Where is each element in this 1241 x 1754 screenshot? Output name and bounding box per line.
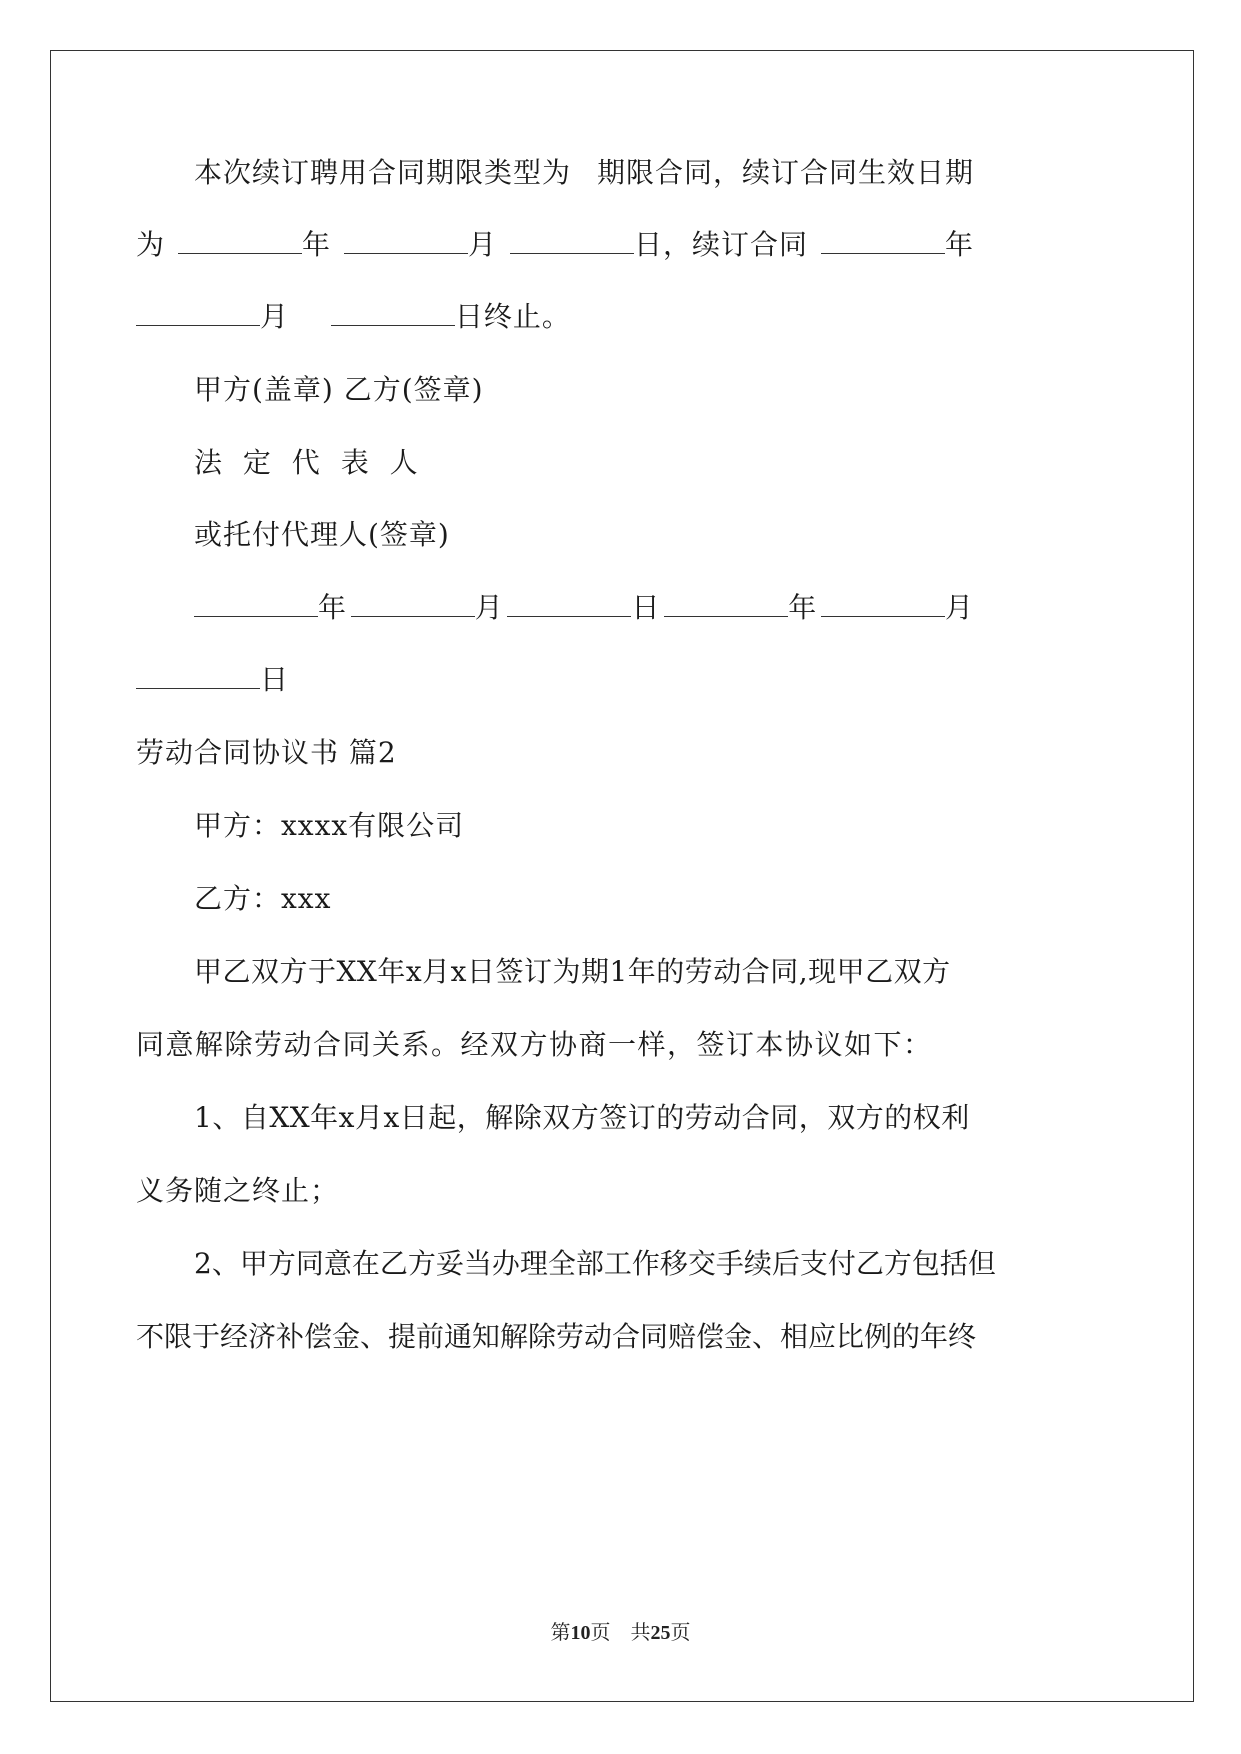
sign-month-blank-a bbox=[351, 594, 475, 617]
page-counter bbox=[0, 1620, 1241, 1645]
sign-month-label-b: 月 bbox=[944, 591, 974, 624]
day-blank bbox=[510, 231, 634, 254]
renewal-term-text-b: 期限合同，续订合同生效日期 bbox=[596, 156, 974, 189]
sign-year-label-b: 年 bbox=[788, 591, 818, 624]
agent-signature-line: 或托付代理人(签章) bbox=[194, 518, 450, 551]
paragraph-2-line-2: 义务随之终止； bbox=[136, 1174, 340, 1207]
sign-month-label-a: 月 bbox=[474, 591, 504, 624]
end-day-blank bbox=[331, 303, 455, 326]
paragraph-1-line-2: 同意解除劳动合同关系。经双方协商一样，签订本协议如下： bbox=[136, 1028, 933, 1061]
day-renew-label: 日，续订合同 bbox=[633, 228, 808, 261]
total-page-number: 25 bbox=[650, 1622, 671, 1644]
sign-year-label-a: 年 bbox=[318, 591, 348, 624]
end-month-blank bbox=[136, 303, 260, 326]
sign-day-label-a: 日 bbox=[631, 591, 661, 624]
end-year-label: 年 bbox=[944, 228, 974, 261]
legal-representative-line: 法 定 代 表 人 bbox=[194, 446, 424, 479]
end-day-label: 日终止。 bbox=[454, 300, 571, 333]
end-year-blank bbox=[821, 231, 945, 254]
party-b-line: 乙方：xxx bbox=[194, 882, 332, 915]
page-border bbox=[50, 50, 1194, 1702]
year-label: 年 bbox=[301, 228, 331, 261]
wei-text: 为 bbox=[136, 228, 166, 261]
end-date-line bbox=[136, 300, 571, 334]
current-page-number: 10 bbox=[570, 1622, 591, 1644]
paragraph-1-line-1: 甲乙双方于XX年x月x日签订为期1年的劳动合同,现甲乙双方 bbox=[194, 955, 951, 988]
party-a-line: 甲方：xxxx有限公司 bbox=[194, 809, 465, 842]
renewal-term-line bbox=[194, 156, 974, 190]
signing-day-line bbox=[136, 663, 289, 697]
sign-year-blank-b bbox=[664, 594, 788, 617]
renewal-term-text-a: 本次续订聘用合同期限类型为 bbox=[194, 156, 572, 189]
month-blank bbox=[344, 231, 468, 254]
page-counter-prefix: 第 bbox=[550, 1620, 571, 1644]
sign-month-blank-b bbox=[821, 594, 945, 617]
page-counter-suffix: 页 bbox=[670, 1620, 691, 1644]
paragraph-2-line-1: 1、自XX年x月x日起，解除双方签订的劳动合同，双方的权利 bbox=[194, 1101, 970, 1134]
end-month-label: 月 bbox=[260, 300, 290, 333]
paragraph-3-line-2: 不限于经济补偿金、提前通知解除劳动合同赔偿金、相应比例的年终 bbox=[136, 1320, 977, 1353]
page-counter-mid: 页 共 bbox=[590, 1620, 651, 1644]
renewal-date-line bbox=[136, 228, 974, 262]
sign-year-blank-a bbox=[194, 594, 318, 617]
sign-day-label-b: 日 bbox=[260, 663, 290, 696]
signing-date-line bbox=[194, 591, 974, 625]
month-label: 月 bbox=[467, 228, 497, 261]
paragraph-3-line-1: 2、甲方同意在乙方妥当办理全部工作移交手续后支付乙方包括但 bbox=[194, 1247, 996, 1280]
sign-day-blank-a bbox=[507, 594, 631, 617]
sign-day-blank-b bbox=[136, 666, 260, 689]
year-blank bbox=[178, 231, 302, 254]
signature-parties-line: 甲方(盖章) 乙方(签章) bbox=[194, 373, 484, 406]
section-title: 劳动合同协议书 篇2 bbox=[136, 736, 397, 769]
